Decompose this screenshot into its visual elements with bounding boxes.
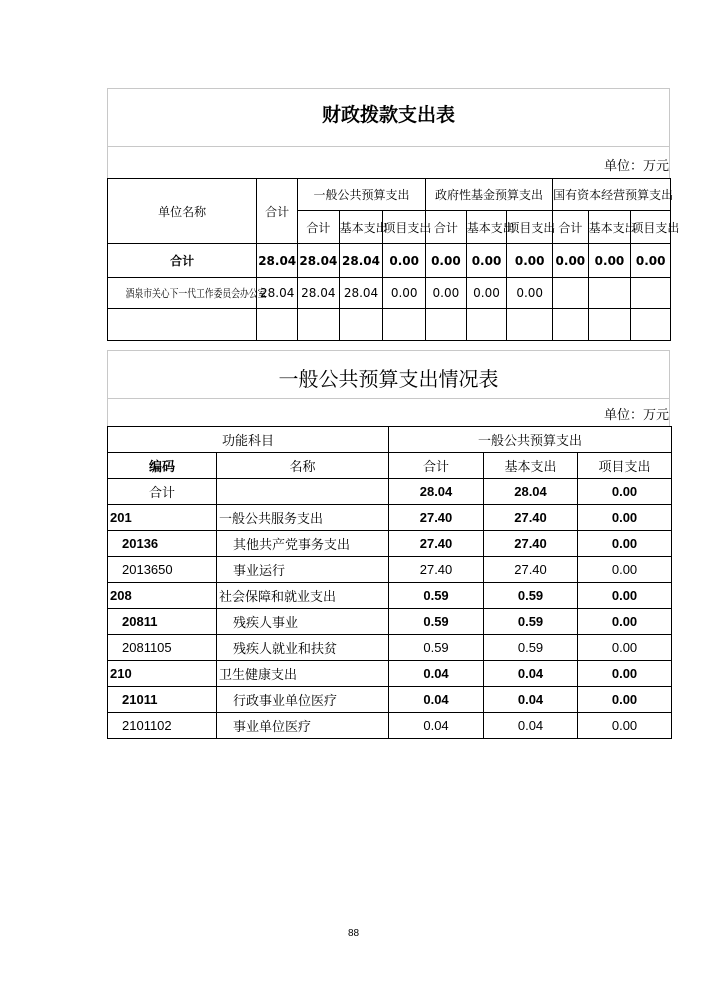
- sub-header-project: 项目支出: [507, 211, 553, 244]
- general-budget-expense-table: [107, 426, 672, 739]
- row-code: 合计: [108, 479, 217, 505]
- header-general-budget: 一般公共预算支出: [298, 179, 426, 211]
- cell: 28.04: [298, 278, 340, 309]
- row-name: 残疾人事业: [217, 609, 389, 635]
- row-name: 残疾人就业和扶贫: [217, 635, 389, 661]
- cell-total: 0.04: [389, 687, 484, 713]
- header-unit-name: 单位名称: [108, 179, 257, 244]
- cell: [553, 278, 589, 309]
- header-total: 合计: [257, 179, 298, 244]
- table2-title: 一般公共预算支出情况表: [278, 367, 499, 391]
- cell-basic: 0.04: [484, 713, 578, 739]
- cell-project: 0.00: [578, 531, 672, 557]
- row-name: 事业单位医疗: [217, 713, 389, 739]
- cell-total: 27.40: [389, 557, 484, 583]
- row-name: 事业运行: [217, 557, 389, 583]
- cell-project: 0.00: [578, 687, 672, 713]
- sub-header-project: 项目支出: [631, 211, 671, 244]
- cell-total: 28.04: [389, 479, 484, 505]
- sub-header-total: 合计: [426, 211, 467, 244]
- cell-basic: 28.04: [484, 479, 578, 505]
- table-row: [108, 505, 672, 531]
- cell: 0.00: [383, 278, 426, 309]
- cell-project: 0.00: [578, 609, 672, 635]
- cell-basic: 0.04: [484, 661, 578, 687]
- page-number: 88: [347, 928, 360, 939]
- cell-basic: 0.59: [484, 609, 578, 635]
- cell: 0.00: [507, 278, 553, 309]
- sub-header-basic: 基本支出: [588, 211, 631, 244]
- cell-basic: 0.59: [484, 583, 578, 609]
- cell: 0.00: [631, 244, 671, 278]
- row-code: 2013650: [108, 557, 217, 583]
- table-row: [108, 479, 672, 505]
- cell-basic: 27.40: [484, 505, 578, 531]
- table-row: [108, 583, 672, 609]
- cell: [588, 309, 631, 341]
- table-row: [108, 278, 671, 309]
- sub-header-total: 合计: [553, 211, 589, 244]
- cell: 28.04: [257, 244, 298, 278]
- header-name: 名称: [217, 453, 389, 479]
- row-name: 行政事业单位医疗: [217, 687, 389, 713]
- cell: [426, 309, 467, 341]
- cell-total: 0.04: [389, 661, 484, 687]
- row-name: [217, 479, 389, 505]
- row-name: 合计: [108, 244, 257, 278]
- row-code: 2081105: [108, 635, 217, 661]
- cell-basic: 0.59: [484, 635, 578, 661]
- cell-project: 0.00: [578, 557, 672, 583]
- table-row: [108, 687, 672, 713]
- cell: 0.00: [426, 278, 467, 309]
- header-state-capital-budget: 国有资本经营预算支出: [553, 179, 671, 211]
- appropriation-expense-table: [107, 178, 680, 341]
- row-code: 210: [108, 661, 217, 687]
- table-row: [108, 309, 671, 341]
- table-row: [108, 531, 672, 557]
- cell: 0.00: [466, 244, 507, 278]
- table-row: [108, 557, 672, 583]
- row-name: 酒泉市关心下一代工作委员会办公室: [108, 278, 257, 309]
- table-row: [108, 609, 672, 635]
- cell: 0.00: [466, 278, 507, 309]
- cell-project: 0.00: [578, 479, 672, 505]
- cell-project: 0.00: [578, 661, 672, 687]
- cell: 28.04: [298, 244, 340, 278]
- cell-total: 0.04: [389, 713, 484, 739]
- header-total: 合计: [389, 453, 484, 479]
- table-row: [108, 244, 671, 278]
- table-row: [108, 713, 672, 739]
- cell: [631, 278, 671, 309]
- cell: [553, 309, 589, 341]
- cell-total: 0.59: [389, 583, 484, 609]
- row-name: 一般公共服务支出: [217, 505, 389, 531]
- row-code: 20811: [108, 609, 217, 635]
- cell: [298, 309, 340, 341]
- cell-project: 0.00: [578, 583, 672, 609]
- cell-total: 0.59: [389, 609, 484, 635]
- row-name: 社会保障和就业支出: [217, 583, 389, 609]
- cell-project: 0.00: [578, 505, 672, 531]
- cell: 0.00: [507, 244, 553, 278]
- table1-title: 财政拨款支出表: [321, 104, 455, 126]
- row-code: 2101102: [108, 713, 217, 739]
- row-name: 卫生健康支出: [217, 661, 389, 687]
- cell: 0.00: [426, 244, 467, 278]
- table-row: [108, 661, 672, 687]
- cell: 28.04: [257, 278, 298, 309]
- cell: 0.00: [553, 244, 589, 278]
- row-code: 20136: [108, 531, 217, 557]
- header-gov-fund-budget: 政府性基金预算支出: [426, 179, 553, 211]
- cell: [466, 309, 507, 341]
- header-function-subject: 功能科目: [108, 427, 389, 453]
- header-general-budget: 一般公共预算支出: [389, 427, 672, 453]
- table2-unit: 单位：万元: [603, 408, 669, 423]
- cell: [339, 309, 383, 341]
- cell: [631, 309, 671, 341]
- row-code: 201: [108, 505, 217, 531]
- table2-divider: [107, 398, 670, 399]
- row-code: 21011: [108, 687, 217, 713]
- cell-total: 27.40: [389, 505, 484, 531]
- row-name: 其他共产党事务支出: [217, 531, 389, 557]
- header-project: 项目支出: [578, 453, 672, 479]
- header-code: 编码: [108, 453, 217, 479]
- table1-divider: [107, 146, 670, 147]
- cell-project: 0.00: [578, 713, 672, 739]
- cell: 0.00: [588, 244, 631, 278]
- cell: [507, 309, 553, 341]
- cell: [257, 309, 298, 341]
- cell: [588, 278, 631, 309]
- table1-unit: 单位：万元: [603, 159, 669, 174]
- cell: [383, 309, 426, 341]
- row-code: 208: [108, 583, 217, 609]
- cell-project: 0.00: [578, 635, 672, 661]
- cell: 0.00: [383, 244, 426, 278]
- cell: [108, 309, 257, 341]
- cell-total: 0.59: [389, 635, 484, 661]
- sub-header-basic: 基本支出: [466, 211, 507, 244]
- table-row: [108, 635, 672, 661]
- cell-total: 27.40: [389, 531, 484, 557]
- header-basic: 基本支出: [484, 453, 578, 479]
- sub-header-basic: 基本支出: [339, 211, 383, 244]
- sub-header-project: 项目支出: [383, 211, 426, 244]
- cell: 28.04: [339, 278, 383, 309]
- cell-basic: 0.04: [484, 687, 578, 713]
- sub-header-total: 合计: [298, 211, 340, 244]
- cell: 28.04: [339, 244, 383, 278]
- cell-basic: 27.40: [484, 557, 578, 583]
- cell-basic: 27.40: [484, 531, 578, 557]
